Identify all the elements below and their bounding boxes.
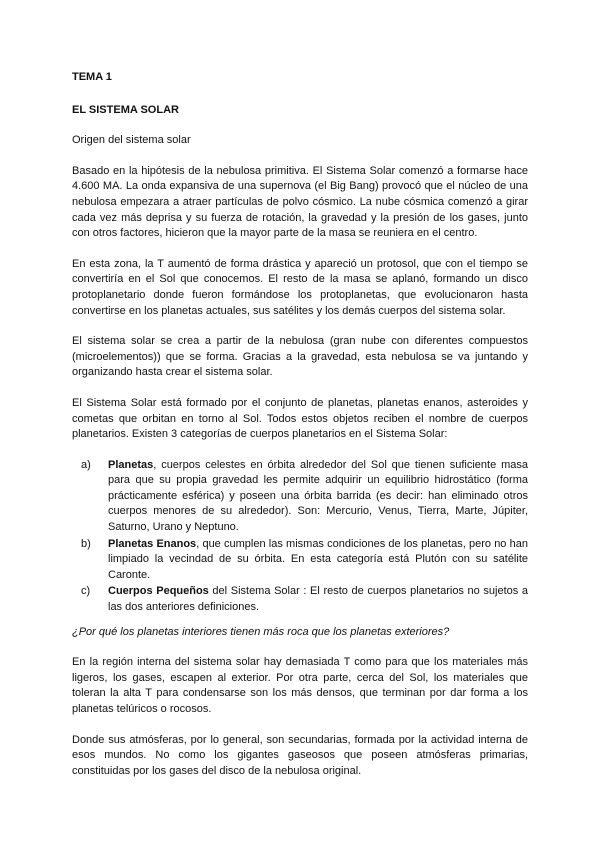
list-marker: a)	[81, 458, 91, 471]
list-text: , que cumplen las mismas condiciones de los planetas, pero no han limpiado la vecindad de su órbita. En esta categoría está Plutón con su satélite Caronte.	[108, 537, 528, 581]
list-term: Planetas Enanos	[108, 537, 197, 550]
paragraph: El sistema solar se crea a partir de la nebulosa (gran nube con diferentes compuestos (microelementos)) que se forma. Gracias a la gravedad, esta nebulosa se va juntando y organizando hasta crear el sistema solar.	[72, 335, 528, 379]
paragraph: Donde sus atmósferas, por lo general, son secundarias, formada por la actividad interna de esos mundos. No como los gigantes gaseosos que poseen atmósferas primarias, constituidas por los gases del disco de la nebulosa original.	[72, 733, 528, 777]
list-item	[72, 458, 528, 536]
list-marker: c)	[81, 585, 91, 598]
document-title: TEMA 1	[72, 71, 112, 83]
list-term: Planetas	[108, 458, 154, 471]
paragraph: En la región interna del sistema solar hay demasiada T como para que los materiales más ligeros, los gases, escapen al exterior. Por otra parte, cerca del Sol, los materiales que toleran la alta T para condensarse son los más densos, que terminan por dar forma a los planetas telúricos o rocosos.	[72, 656, 528, 715]
paragraph: En esta zona, la T aumentó de forma drástica y apareció un protosol, que con el tiempo se convertiría en el Sol que conocemos. El resto de la masa se aplanó, formando un disco protoplanetario donde fueron formándose los protoplanetas, que evolucionaron hasta convertirse en los planetas actuales, sus satélites y los demás cuerpos del sistema solar.	[72, 257, 528, 317]
list-item	[72, 584, 528, 615]
document-body	[72, 70, 528, 794]
list-marker: b)	[81, 537, 91, 550]
list-term: Cuerpos Pequeños	[108, 585, 209, 598]
paragraph: Basado en la hipótesis de la nebulosa primitiva. El Sistema Solar comenzó a formarse hace 4.600 MA. La onda expansiva de una supernova (el Big Bang) provocó que el núcleo de una nebulosa empezara a atraer partículas de polvo cósmico. La nube cósmica comenzó a girar cada vez más deprisa y su fuerza de rotación, la gravedad y la presión de los gases, junto con otros factores, hicieron que la mayor parte de la masa se reuniera en el centro.	[72, 164, 528, 240]
section-heading: EL SISTEMA SOLAR	[72, 103, 179, 116]
paragraph: El Sistema Solar está formado por el conjunto de planetas, planetas enanos, asteroides y cometas que orbitan en torno al Sol. Todos estos objetos reciben el nombre de cuerpos planetarios. Existen 3 categorías de cuerpos planetarios en el Sistema Solar:	[72, 396, 528, 441]
list-text: del Sistema Solar : El resto de cuerpos planetarios no sujetos a las dos anteriores definiciones.	[108, 585, 528, 614]
list-text: , cuerpos celestes en órbita alrededor del Sol que tienen suficiente masa para que su propia gravedad les permite adquirir un equilibrio hidrostático (forma prácticamente esférica) y poseen una órbita barrida (es decir: han eliminado otros cuerpos menores de su alrededor). Son: Mercurio, Venus, Tierra, Marte, Júpiter, Saturno, Urano y Neptuno.	[108, 458, 528, 534]
categories-list	[72, 458, 528, 616]
question-heading: ¿Por qué los planetas interiores tienen más roca que los planetas exteriores?	[72, 625, 450, 638]
section-subtitle: Origen del sistema solar	[72, 134, 191, 147]
list-item	[72, 537, 528, 584]
